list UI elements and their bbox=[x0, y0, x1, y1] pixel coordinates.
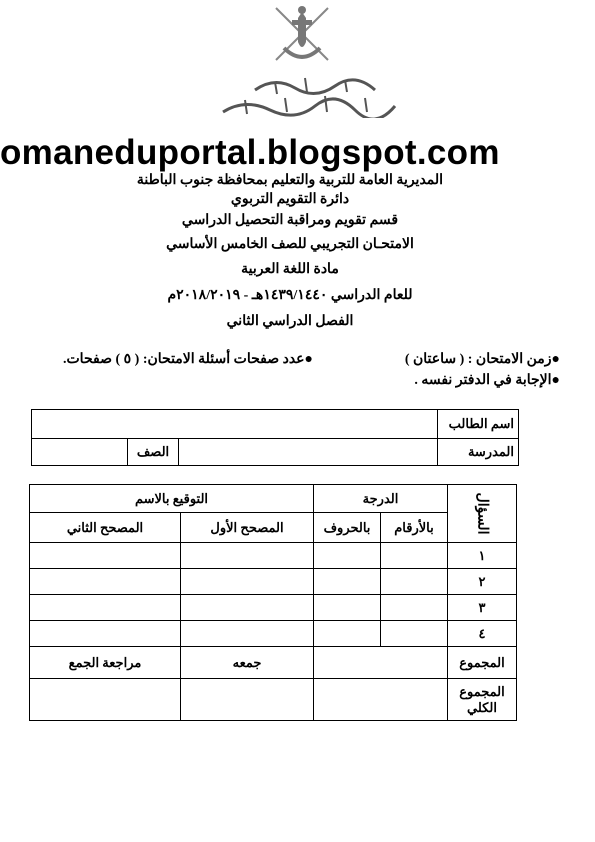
header-line-section: قسم تقويم ومراقبة التحصيل الدراسي bbox=[181, 213, 399, 228]
class-label: الصف bbox=[128, 439, 179, 466]
summed-signature-cell[interactable] bbox=[181, 679, 314, 721]
header-line-exam: الامتحـان التجريبي للصف الخامس الأساسي bbox=[166, 237, 414, 252]
question-number: ٤ bbox=[448, 621, 517, 647]
header-line-department: دائرة التقويم التربوي bbox=[230, 192, 350, 207]
answer-instruction: ●الإجابة في الدفتر نفسه . bbox=[414, 373, 560, 388]
letters-header: بالحروف bbox=[314, 513, 381, 543]
school-label: المدرسة bbox=[438, 439, 519, 466]
header-line-semester: الفصل الدراسي الثاني bbox=[226, 314, 354, 329]
header-line-directorate: المديرية العامة للتربية والتعليم بمحافظة جنوب الباطنة bbox=[136, 173, 444, 188]
grade-letters-cell[interactable] bbox=[314, 569, 381, 595]
grand-total-cell[interactable] bbox=[314, 679, 448, 721]
ministry-calligraphy-logo bbox=[215, 72, 400, 118]
grade-letters-cell[interactable] bbox=[314, 621, 381, 647]
grade-digits-cell[interactable] bbox=[381, 621, 448, 647]
header-line-year: للعام الدراسي ١٤٣٩/١٤٤٠هـ - ٢٠١٨/٢٠١٩م bbox=[167, 288, 413, 303]
exam-duration: ●زمن الامتحان : ( ساعتان ) bbox=[404, 352, 560, 367]
school-field[interactable] bbox=[179, 439, 438, 466]
grade-digits-cell[interactable] bbox=[381, 543, 448, 569]
first-corrector-cell[interactable] bbox=[181, 569, 314, 595]
student-info-table bbox=[31, 409, 519, 466]
question-number: ١ bbox=[448, 543, 517, 569]
second-corrector-cell[interactable] bbox=[30, 543, 181, 569]
grade-header: الدرجة bbox=[314, 485, 448, 513]
first-corrector-cell[interactable] bbox=[181, 595, 314, 621]
exam-page-count: ●عدد صفحات أسئلة الامتحان: ( ٥ ) صفحات. bbox=[63, 352, 313, 367]
question-header-text: السؤال bbox=[474, 492, 490, 535]
class-field[interactable] bbox=[32, 439, 128, 466]
second-corrector-header: المصحح الثاني bbox=[30, 513, 181, 543]
student-name-field[interactable] bbox=[32, 410, 438, 439]
grand-total-label: المجموع الكلي bbox=[448, 679, 517, 721]
first-corrector-cell[interactable] bbox=[181, 543, 314, 569]
first-corrector-cell[interactable] bbox=[181, 621, 314, 647]
question-number: ٢ bbox=[448, 569, 517, 595]
grade-digits-cell[interactable] bbox=[381, 569, 448, 595]
first-corrector-header: المصحح الأول bbox=[181, 513, 314, 543]
grade-letters-cell[interactable] bbox=[314, 543, 381, 569]
second-corrector-cell[interactable] bbox=[30, 569, 181, 595]
second-corrector-cell[interactable] bbox=[30, 595, 181, 621]
second-corrector-cell[interactable] bbox=[30, 621, 181, 647]
grade-letters-cell[interactable] bbox=[314, 595, 381, 621]
question-column-header bbox=[448, 485, 517, 543]
student-name-label: اسم الطالب bbox=[438, 410, 519, 439]
signature-header: التوقيع بالاسم bbox=[30, 485, 314, 513]
oman-emblem-logo bbox=[262, 0, 342, 70]
review-label: مراجعة الجمع bbox=[30, 647, 181, 679]
review-signature-cell[interactable] bbox=[30, 679, 181, 721]
total-label: المجموع bbox=[448, 647, 517, 679]
grade-digits-cell[interactable] bbox=[381, 595, 448, 621]
total-cell[interactable] bbox=[314, 647, 448, 679]
watermark-url: omaneduportal.blogspot.com bbox=[0, 133, 500, 172]
header-line-subject: مادة اللغة العربية bbox=[241, 262, 339, 277]
question-number: ٣ bbox=[448, 595, 517, 621]
digits-header: بالأرقام bbox=[381, 513, 448, 543]
grades-table bbox=[29, 484, 517, 721]
summed-label: جمعه bbox=[181, 647, 314, 679]
